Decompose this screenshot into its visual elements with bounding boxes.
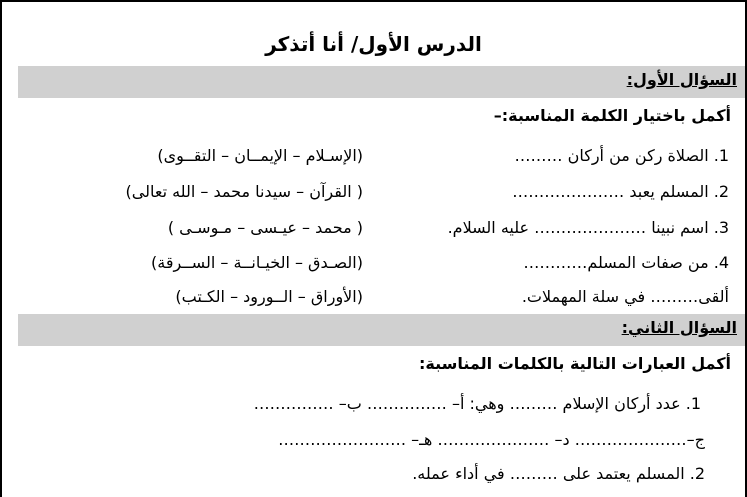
section1-band: [18, 66, 745, 98]
fill-line-3: 2. المسلم يعتمد على ……… في أداء عمله.: [412, 464, 705, 483]
top-border: [2, 0, 745, 2]
question-5: ألقى……… في سلة المهملات.: [521, 287, 729, 306]
section2-instruction: أكمل العبارات التالية بالكلمات المناسبة:: [419, 354, 731, 373]
section2-heading: السؤال الثاني:: [621, 318, 737, 337]
fill-line-1: 1. عدد أركان الإسلام ……… وهي: أ– …………… ب– ……………: [253, 394, 701, 413]
options-3: ( محمد – عيـسى – مـوسـى ): [167, 218, 363, 237]
question-4: 4. من صفات المسلم…………: [523, 253, 729, 272]
lesson-title: الدرس الأول/ أنا أتذكر: [265, 32, 482, 56]
options-4: (الصـدق – الخيـانــة – الســرقة): [151, 253, 363, 272]
section1-instruction: أكمل باختيار الكلمة المناسبة:–: [493, 106, 731, 125]
question-1: 1. الصلاة ركن من أركان ………: [514, 146, 729, 165]
section1-heading: السؤال الأول:: [626, 70, 737, 89]
question-3: 3. اسم نبينا ………………… عليه السلام.: [447, 218, 729, 237]
options-5: (الأوراق – الــورود – الكـتب): [175, 287, 363, 306]
question-2: 2. المسلم يعبد …………………: [512, 182, 729, 201]
options-2: ( القرآن – سيدنا محمد – الله تعالى): [125, 182, 363, 201]
fill-line-2: ج–………………… د– ………………… هـ– ……………………: [278, 430, 705, 449]
section2-band: [18, 314, 745, 346]
options-1: (الإسـلام – الإيمــان – التقــوى): [157, 146, 363, 165]
